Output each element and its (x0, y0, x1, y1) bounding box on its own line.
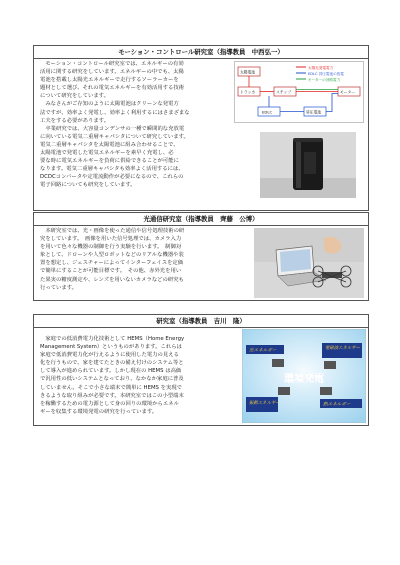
drone-laptop-photo (254, 228, 364, 298)
light-energy-label: 光エネルギー (249, 348, 277, 354)
legend-solar: 太陽光発電電力 (308, 66, 334, 70)
section-title: モーション・コントロール研究室（指導教員 中西弘一） (34, 46, 368, 59)
section-body: 家庭での低消費電力化技術として HEMS（Home Energy Management System）というものがあります。これらは 家庭で低消費電力化が行えるように使用した電力の見える 化を行うもので、家を建てたときの備え付けのシステム等と して導入が進められています。しかし現在の HEMS は高価 で汎用性の低いシステムとなっており、なかなか家庭に普及 していません。そこで小さな端末で簡単に HEMS を実現で きるような取り組みが必要です。本研究室ではこの小型端末 を稼働するための電力源として身の回りの環境からエネル ギーを収集する環境発電の研究を行っています。 (40, 336, 185, 415)
section-body: 本研究室では、光・画像を使った通信や信号処理技術の研 究をしています。 画像を用いた信号処理では、カメラ入力 を用いて色々な機器の制御を行う実験を行います。 制御対 象として、ドローンや人型ロボットなどのリアルな機器や装 置を想定し、ジェスチャーによってインターフェイスを定価 で簡単にすることが可能目標です。 その他、赤外光を用い た果実の糖度測定や、レンズを用いないカメラなどの研究も 行っています。 (40, 228, 185, 291)
section-body: モーション・コントロール研究室では、エネルギーの有効 活用に関する研究をしています。エネルギーの中でも、太陽 電池を搭載し太陽光エネルギーで走行するソーラーカーを 題材として選び、それの電気エネルギーを有効活用する技術 について研究をしています。 みなさんがご存知のように太陽電池はクリーンな発電方 法ですが、効率よく発電し、効率よく利用するにはさまざまな 工夫をする必要があります。 卒業研究では、大容量コンデンサの一種で瞬間的な充放電 に向いている電気二重層キャパシタについて研究しています。 電気二重層キャパシタを太陽電池に組み合わせることで、 太陽電池で発電した電気エネルギーを素早く充電し、必 要な時に電気エネルギーを負荷に供給できることが可能に なります。電気二重層キャパシタも効率よく活用するには、 DCDCコンバータや定電流動作が必要になるので、これらの 電子回路についても研究をしています。 (40, 61, 190, 189)
legend-edlc: EDLC 昇圧電池の放電 (308, 72, 344, 76)
block-edlc-label: EDLC (262, 109, 273, 115)
block-boost-label: 昇圧電池 (306, 109, 322, 115)
block-motor-label: モーター (340, 89, 356, 95)
section-motion-control (33, 45, 369, 211)
em-wave-energy-label: 電磁波エネルギー (325, 346, 361, 351)
section-title: 研究室（指導教員 吉川 隆） (34, 315, 368, 328)
device-heat (320, 387, 332, 395)
section-energy-harvesting (33, 314, 369, 426)
block-solar-label: 太陽電池 (240, 69, 256, 75)
legend-motor: モーターの回路電力 (308, 78, 341, 82)
heat-energy-label: 熱エネルギー (323, 402, 351, 408)
vibration-energy-label: 振動エネルギー (249, 401, 280, 406)
block-tracker-label: トラッカ (240, 89, 256, 95)
block-step-label: ステップ (276, 89, 292, 95)
energy-harvesting-illustration (242, 329, 366, 423)
device-em (324, 361, 336, 369)
capacitor-photo (260, 132, 356, 198)
device-light (272, 359, 284, 367)
circuit-diagram (234, 61, 364, 123)
section-title: 光通信研究室（指導教員 齊藤 公博） (34, 213, 368, 226)
section-optical-communication (33, 212, 369, 301)
device-vibration (278, 387, 290, 395)
energy-harvesting-title: 環境発電 (284, 374, 324, 385)
